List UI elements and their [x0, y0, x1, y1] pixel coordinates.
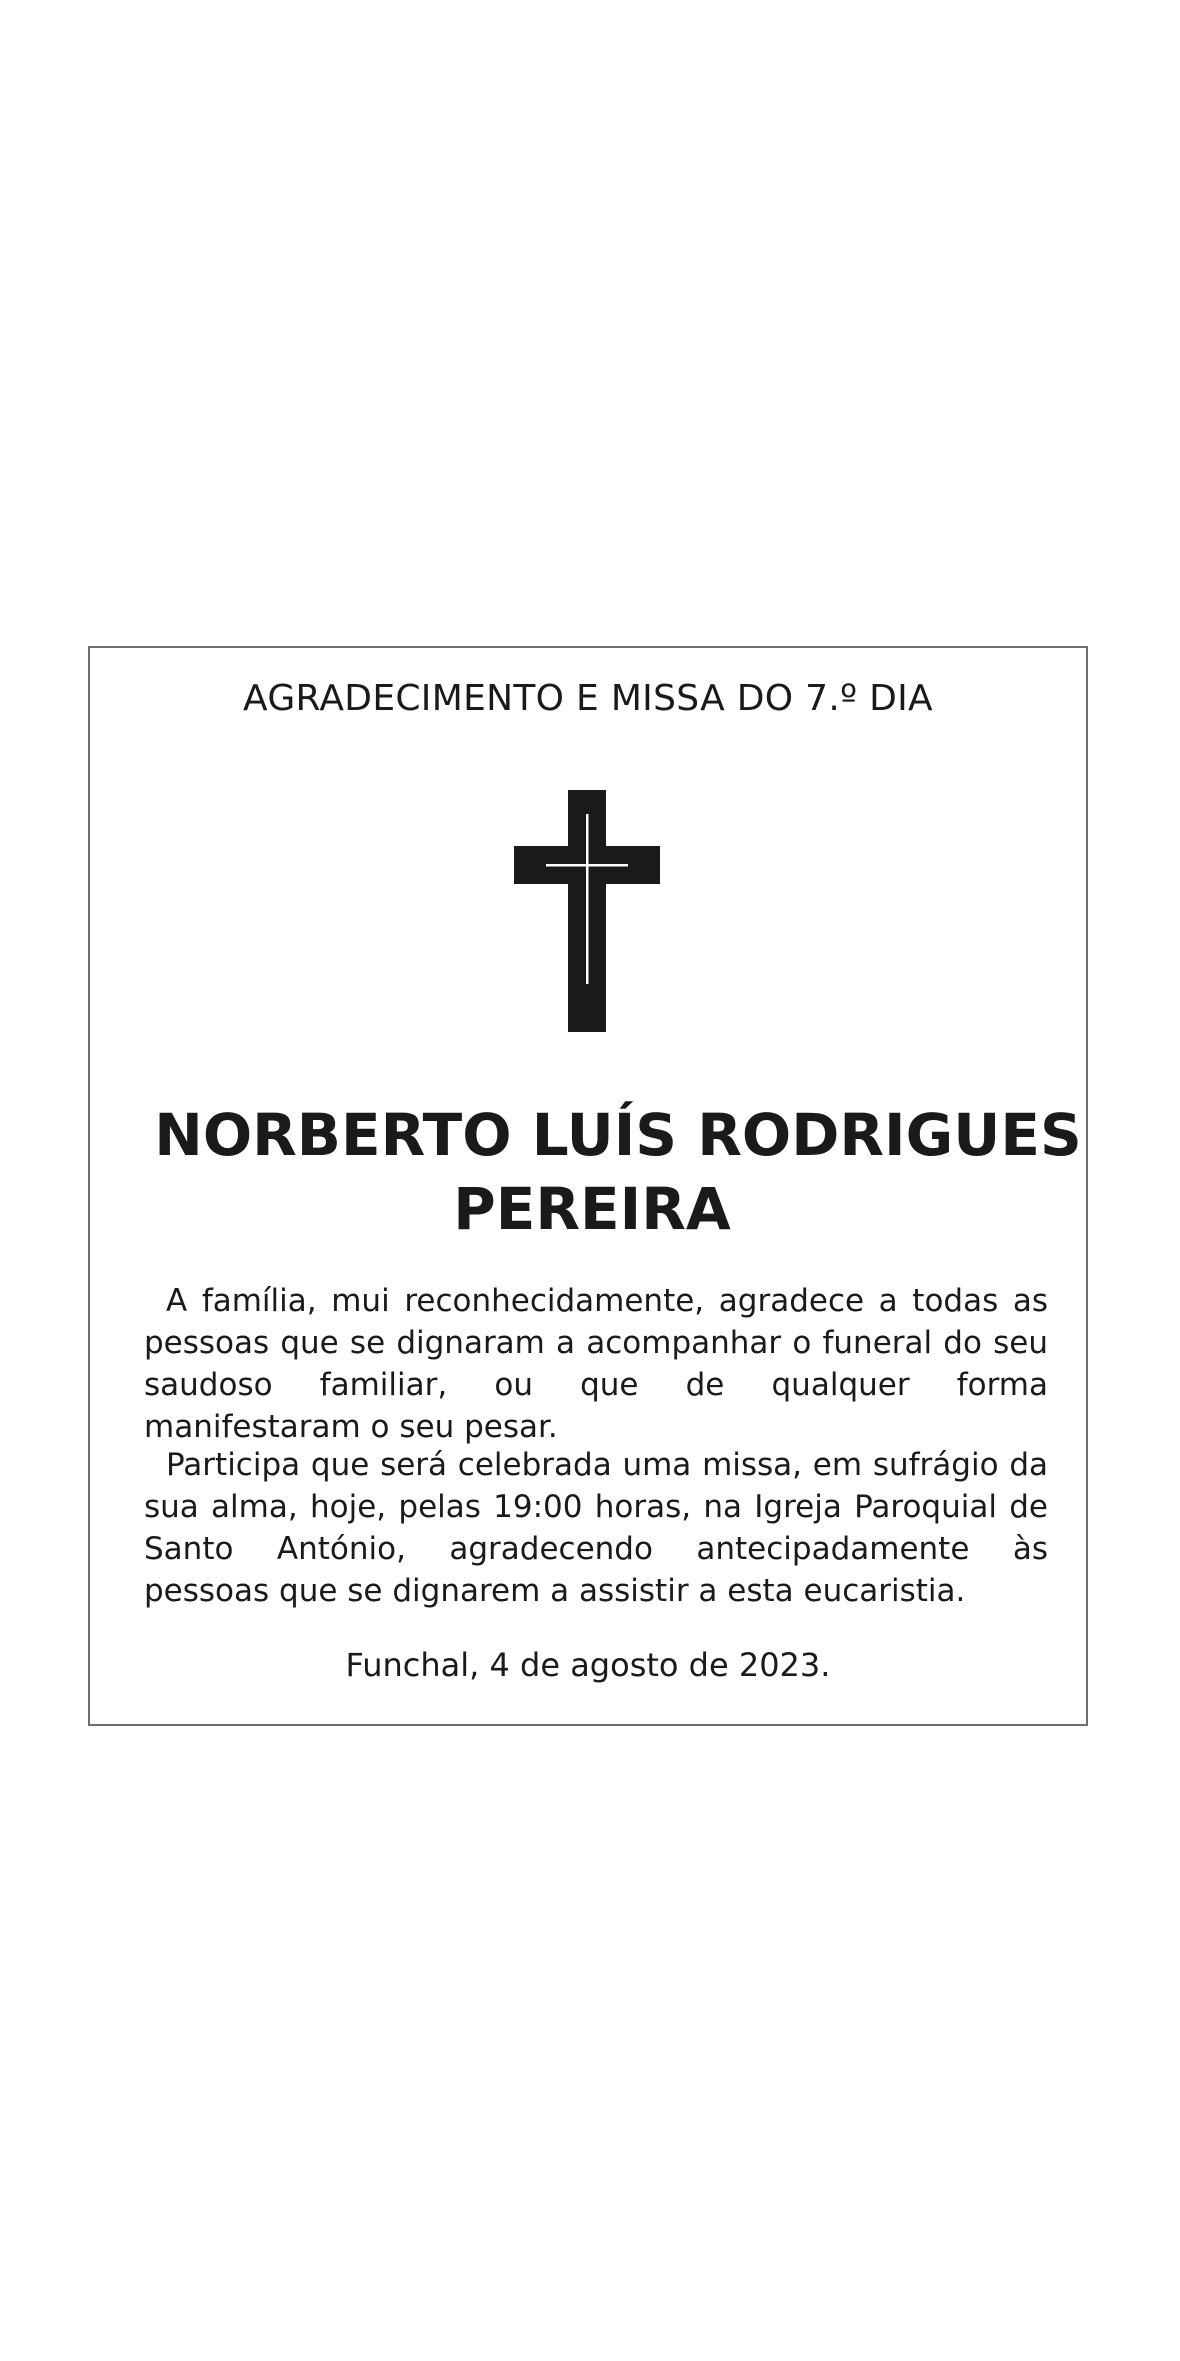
latin-cross-icon	[514, 790, 660, 1032]
obituary-notice	[88, 646, 1088, 1726]
deceased-name-line2: PEREIRA	[453, 1175, 731, 1243]
place-and-date: Funchal, 4 de agosto de 2023.	[345, 1646, 831, 1684]
notice-heading: AGRADECIMENTO E MISSA DO 7.º DIA	[243, 678, 933, 719]
thanks-paragraph: A família, mui reconhecidamente, agradece a todas as pessoas que se dignaram a acompanhar o funeral do seu saudoso familiar, ou que de qualquer forma manifestaram o seu pesar.	[144, 1283, 1048, 1445]
mass-paragraph: Participa que será celebrada uma missa, em sufrágio da sua alma, hoje, pelas 19:00 horas, na Igreja Paroquial de Santo António, agradecendo antecipadamente às pessoas que se dignarem a assistir a esta eucaristia.	[144, 1447, 1048, 1609]
deceased-name	[90, 1098, 1086, 1246]
deceased-name-line1: NORBERTO LUÍS RODRIGUES	[154, 1101, 1082, 1169]
